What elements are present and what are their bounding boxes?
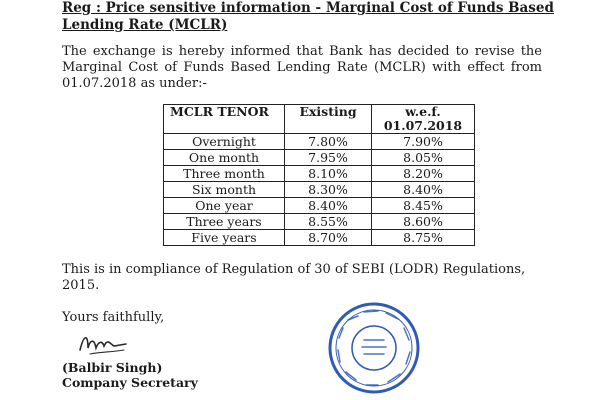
revised-rate-cell: 8.05% bbox=[372, 150, 475, 166]
tenor-cell: One month bbox=[164, 150, 285, 166]
tenor-cell: One year bbox=[164, 198, 285, 214]
closing-line: Yours faithfully, bbox=[62, 310, 165, 325]
revised-rate-cell: 7.90% bbox=[372, 134, 475, 150]
table-row bbox=[164, 214, 475, 230]
intro-paragraph: The exchange is hereby informed that Bank has decided to revise the Marginal Cost of Funds Based Lending Rate (MCLR) with effect from 01.07.2018 as under:- bbox=[62, 44, 542, 91]
header-wef bbox=[372, 105, 475, 134]
existing-rate-cell: 8.55% bbox=[285, 214, 372, 230]
existing-rate-cell: 8.10% bbox=[285, 166, 372, 182]
revised-rate-cell: 8.75% bbox=[372, 230, 475, 246]
revised-rate-cell: 8.45% bbox=[372, 198, 475, 214]
table-row bbox=[164, 230, 475, 246]
header-tenor: MCLR TENOR bbox=[164, 105, 285, 134]
signatory-name: (Balbir Singh) bbox=[62, 360, 163, 375]
header-wef-label: w.e.f. bbox=[405, 104, 441, 119]
company-seal bbox=[326, 300, 422, 396]
table-row bbox=[164, 182, 475, 198]
table-header-row bbox=[164, 105, 475, 134]
header-wef-date: 01.07.2018 bbox=[383, 118, 463, 133]
table-body bbox=[164, 134, 475, 246]
existing-rate-cell: 7.80% bbox=[285, 134, 372, 150]
table-row bbox=[164, 166, 475, 182]
signature-mark bbox=[76, 330, 132, 358]
table-row bbox=[164, 198, 475, 214]
revised-rate-cell: 8.60% bbox=[372, 214, 475, 230]
compliance-note: This is in compliance of Regulation of 30 of SEBI (LODR) Regulations, 2015. bbox=[62, 262, 526, 293]
tenor-cell: Overnight bbox=[164, 134, 285, 150]
header-existing: Existing bbox=[285, 105, 372, 134]
signatory-block bbox=[62, 360, 198, 390]
tenor-cell: Three month bbox=[164, 166, 285, 182]
existing-rate-cell: 8.70% bbox=[285, 230, 372, 246]
mclr-table bbox=[163, 104, 475, 246]
revised-rate-cell: 8.40% bbox=[372, 182, 475, 198]
tenor-cell: Six month bbox=[164, 182, 285, 198]
existing-rate-cell: 8.40% bbox=[285, 198, 372, 214]
subject-line: Reg : Price sensitive information - Marginal Cost of Funds Based Lending Rate (MCLR) bbox=[62, 0, 554, 33]
signatory-title: Company Secretary bbox=[62, 375, 198, 390]
tenor-cell: Three years bbox=[164, 214, 285, 230]
existing-rate-cell: 8.30% bbox=[285, 182, 372, 198]
existing-rate-cell: 7.95% bbox=[285, 150, 372, 166]
table-row bbox=[164, 134, 475, 150]
table-row bbox=[164, 150, 475, 166]
revised-rate-cell: 8.20% bbox=[372, 166, 475, 182]
tenor-cell: Five years bbox=[164, 230, 285, 246]
